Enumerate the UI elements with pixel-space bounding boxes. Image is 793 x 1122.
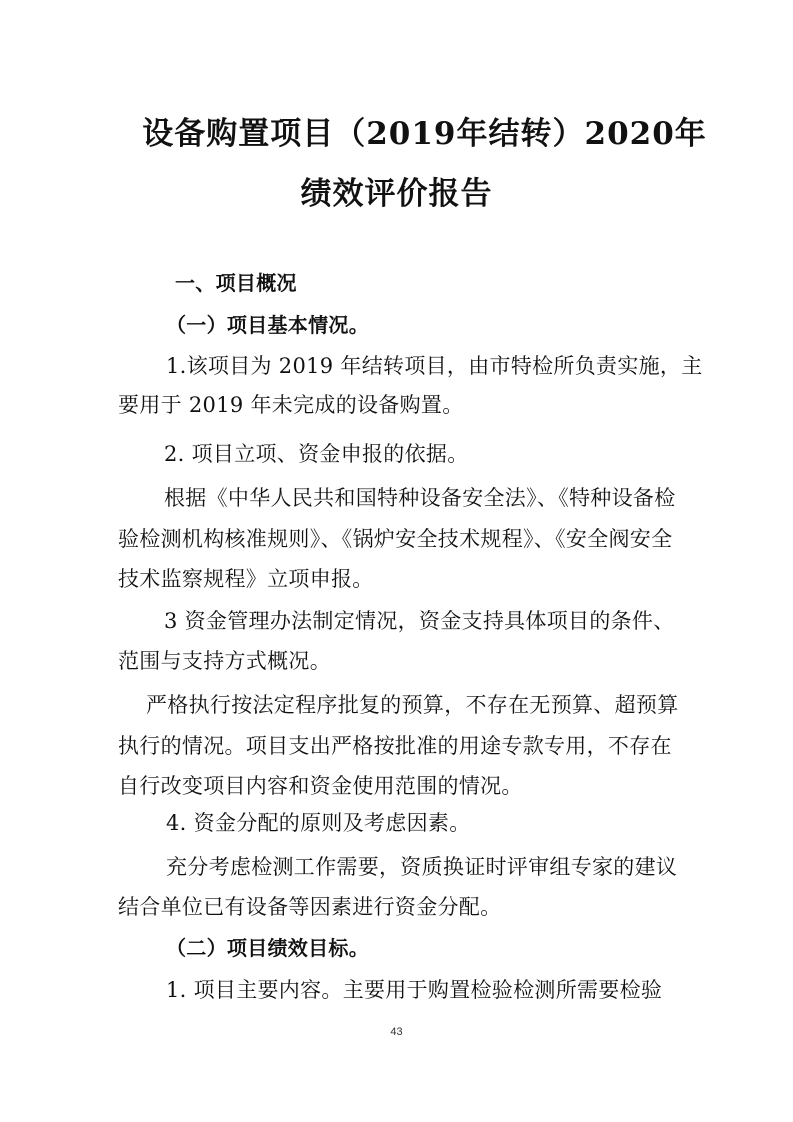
- paragraph-line: 执行的情况。项目支出严格按批准的用途专款专用，不存在: [118, 734, 672, 758]
- report-title-line-2: 绩效评价报告: [300, 176, 493, 212]
- subsection-heading-basic-info: （一）项目基本情况。: [166, 313, 369, 337]
- paragraph-line: 要用于 2019 年未完成的设备购置。: [118, 393, 464, 417]
- paragraph-line: 1.该项目为 2019 年结转项目，由市特检所负责实施，主: [166, 354, 703, 378]
- paragraph-line: 自行改变项目内容和资金使用范围的情况。: [118, 774, 523, 798]
- paragraph-line: 结合单位已有设备等因素进行资金分配。: [118, 895, 502, 919]
- paragraph-line: 1. 项目主要内容。主要用于购置检验检测所需要检验: [166, 978, 663, 1002]
- paragraph-line: 2. 项目立项、资金申报的依据。: [164, 442, 469, 466]
- paragraph-line: 范围与支持方式概况。: [118, 649, 331, 673]
- paragraph-line: 严格执行按法定程序批复的预算，不存在无预算、超预算: [146, 693, 679, 717]
- paragraph-line: 3 资金管理办法制定情况，资金支持具体项目的条件、: [164, 609, 675, 633]
- paragraph-line: 充分考虑检测工作需要，资质换证时评审组专家的建议: [166, 855, 678, 879]
- paragraph-line: 根据《中华人民共和国特种设备安全法》、《特种设备检: [164, 486, 676, 510]
- paragraph-line: 技术监察规程》立项申报。: [118, 567, 374, 591]
- report-title-line-1: 设备购置项目（2019年结转）2020年: [142, 116, 707, 152]
- paragraph-line: 验检测机构核准规则》、《锅炉安全技术规程》、《安全阀安全: [118, 527, 673, 551]
- subsection-heading-performance-goals: （二）项目绩效目标。: [166, 936, 369, 960]
- page-number: 43: [390, 1026, 403, 1038]
- section-heading-overview: 一、项目概况: [175, 271, 297, 295]
- paragraph-line: 4. 资金分配的原则及考虑因素。: [166, 811, 471, 835]
